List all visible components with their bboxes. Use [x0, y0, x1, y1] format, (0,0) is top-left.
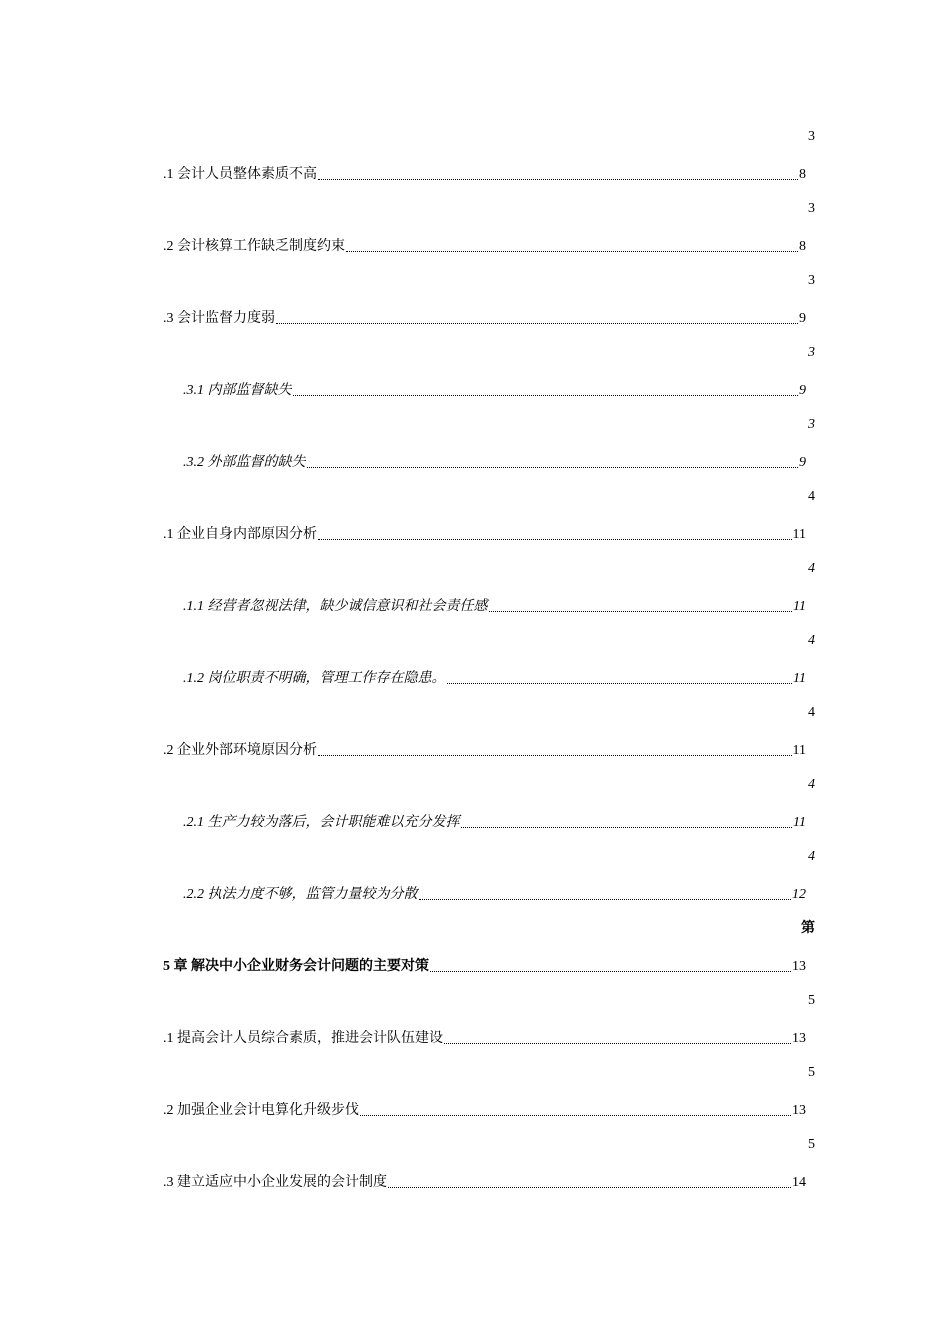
toc-line[interactable]: [163, 524, 806, 544]
toc-entry-3-2: [0, 200, 950, 272]
toc-entry-5-2: [0, 1064, 950, 1136]
toc-entry-3-3-2: [0, 416, 950, 488]
toc-prefix: 3: [808, 201, 815, 216]
toc-title: 5 章 解决中小企业财务会计问题的主要对策: [163, 959, 429, 974]
toc-page-number: 13: [792, 1103, 806, 1118]
dot-leader: [293, 395, 799, 396]
toc-prefix: 4: [808, 561, 815, 576]
toc-prefix: 5: [808, 1137, 815, 1152]
toc-prefix: 4: [808, 489, 815, 504]
dot-leader: [360, 1115, 791, 1116]
toc-entry-3-3-1: [0, 344, 950, 416]
dot-leader: [447, 683, 793, 684]
dot-leader: [318, 179, 798, 180]
toc-entry-chapter-5: [0, 920, 950, 992]
dot-leader: [430, 971, 791, 972]
toc-line[interactable]: [183, 812, 806, 832]
toc-title: .3.2 外部监督的缺失: [183, 455, 306, 470]
toc-prefix: 第: [801, 921, 815, 936]
toc-line[interactable]: [163, 236, 806, 256]
toc-line[interactable]: [163, 1172, 806, 1192]
toc-entry-4-2: [0, 704, 950, 776]
toc-page-number: 13: [792, 1031, 806, 1046]
toc-entry-4-2-2: [0, 848, 950, 920]
toc-page-number: 13: [792, 959, 806, 974]
toc-entry-3-3: [0, 272, 950, 344]
dot-leader: [318, 539, 792, 540]
toc-page-number: 11: [792, 743, 806, 758]
toc-page-number: 9: [799, 311, 806, 326]
toc-title: .2.1 生产力较为落后，会计职能难以充分发挥: [183, 815, 460, 830]
toc-line[interactable]: [163, 740, 806, 760]
toc-title: .2.2 执法力度不够，监管力量较为分散: [183, 887, 418, 902]
toc-prefix: 3: [808, 273, 815, 288]
toc-line[interactable]: [183, 668, 806, 688]
toc-entry-4-1-2: [0, 632, 950, 704]
toc-title: .3.1 内部监督缺失: [183, 383, 292, 398]
toc-title: .1 会计人员整体素质不高: [163, 167, 317, 182]
toc-page-number: 9: [799, 383, 806, 398]
toc-entry-5-1: [0, 992, 950, 1064]
dot-leader: [489, 611, 793, 612]
toc-prefix: 4: [808, 633, 815, 648]
toc-title: .2 企业外部环境原因分析: [163, 743, 317, 758]
toc-line[interactable]: [163, 1028, 806, 1048]
toc-page-number: 11: [792, 527, 806, 542]
toc-page-number: 11: [793, 599, 806, 614]
dot-leader: [419, 899, 792, 900]
toc-prefix: 5: [808, 993, 815, 1008]
toc-line[interactable]: [163, 164, 806, 184]
toc-entry-3-1: [0, 128, 950, 200]
toc-title: .1 企业自身内部原因分析: [163, 527, 317, 542]
dot-leader: [276, 323, 798, 324]
toc-entry-4-1-1: [0, 560, 950, 632]
toc-page-number: 9: [799, 455, 806, 470]
toc-prefix: 4: [808, 849, 815, 864]
toc-title: .2 会计核算工作缺乏制度约束: [163, 239, 345, 254]
toc-line[interactable]: [183, 452, 806, 472]
toc-page-number: 12: [792, 887, 806, 902]
toc-title: .1.1 经营者忽视法律，缺少诚信意识和社会责任感: [183, 599, 488, 614]
toc-title: .3 会计监督力度弱: [163, 311, 275, 326]
toc-prefix: 3: [808, 417, 815, 432]
toc-page-number: 11: [793, 815, 806, 830]
dot-leader: [461, 827, 793, 828]
toc-page-number: 8: [799, 239, 806, 254]
toc-entry-5-3: [0, 1136, 950, 1208]
toc-title: .1.2 岗位职责不明确，管理工作存在隐患。: [183, 671, 446, 686]
toc-line[interactable]: [163, 956, 806, 976]
toc-line[interactable]: [183, 380, 806, 400]
toc-entry-4-1: [0, 488, 950, 560]
toc-line[interactable]: [163, 308, 806, 328]
toc-page-number: 11: [793, 671, 806, 686]
dot-leader: [307, 467, 799, 468]
toc-title: .3 建立适应中小企业发展的会计制度: [163, 1175, 387, 1190]
toc-prefix: 4: [808, 777, 815, 792]
toc-page-number: 8: [799, 167, 806, 182]
toc-prefix: 4: [808, 705, 815, 720]
toc-line[interactable]: [183, 884, 806, 904]
dot-leader: [444, 1043, 791, 1044]
dot-leader: [388, 1187, 791, 1188]
toc-line[interactable]: [183, 596, 806, 616]
toc-page-number: 14: [792, 1175, 806, 1190]
dot-leader: [318, 755, 792, 756]
dot-leader: [346, 251, 798, 252]
toc-title: .2 加强企业会计电算化升级步伐: [163, 1103, 359, 1118]
toc-prefix: 5: [808, 1065, 815, 1080]
toc-title: .1 提高会计人员综合素质，推进会计队伍建设: [163, 1031, 443, 1046]
toc-prefix: 3: [808, 129, 815, 144]
toc-line[interactable]: [163, 1100, 806, 1120]
toc-prefix: 3: [808, 345, 815, 360]
toc-entry-4-2-1: [0, 776, 950, 848]
